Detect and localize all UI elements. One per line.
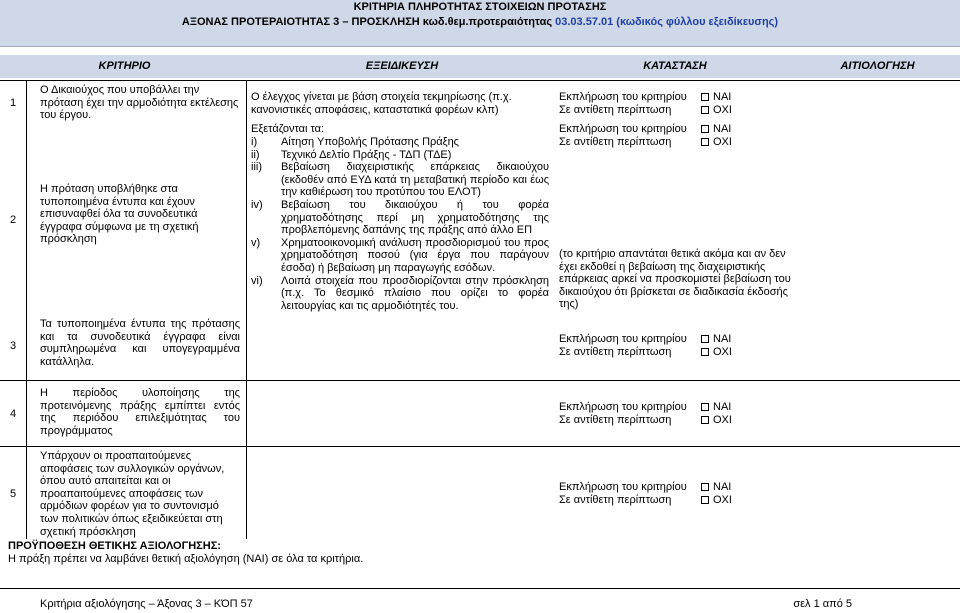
yes-value: ΝΑΙ [713, 333, 732, 345]
yes-value: ΝΑΙ [713, 481, 732, 493]
checkbox-yes[interactable] [701, 483, 709, 491]
divider [26, 380, 27, 446]
criterion-3-text: Τα τυποποιημένα έντυπα της πρότασης και τα συνοδευτικά έγγραφα είναι συμπληρωμένα και υπογεγραμμένα κατάλληλα. [40, 318, 240, 368]
subtitle-code: 03.03.57.01 (κωδικός φύλλου εξειδίκευσης) [555, 16, 779, 28]
column-header-specification: ΕΞΕΙΔΙΚΕΥΣΗ [249, 55, 555, 78]
criterion-5-status [559, 481, 732, 507]
document-list-item: vi) Λοιπά στοιχεία που προσδιορίζονται στην πρόσκληση (π.χ. Το θεσμικό πλαίσιο που ορίζει το φορέα λειτουργίας και τις αρμοδιότητές του. [251, 274, 549, 312]
criterion-4-text: Η περίοδος υλοποίησης της προτεινόμενης πράξης εμπίπτει εντός της περιόδου επιλεξιμότητας του προγράμματος [40, 387, 240, 437]
criterion-2-text: Η πρόταση υποβλήθηκε στα τυποποιημένα έντυπα και έχουν επισυναφθεί όλα τα συνοδευτικά έγγραφα σύμφωνα με τη σχετική πρόσκληση [40, 183, 199, 246]
checkbox-no[interactable] [701, 496, 709, 504]
yes-label: Εκπλήρωση του κριτηρίου [559, 401, 687, 413]
document-header [0, 0, 960, 47]
document-list-item: i) Αίτηση Υποβολής Πρότασης Πράξης [251, 136, 459, 148]
no-value: ΟΧΙ [713, 494, 732, 506]
yes-label: Εκπλήρωση του κριτηρίου [559, 481, 687, 493]
criterion-2-status [559, 123, 732, 149]
yes-label: Εκπλήρωση του κριτηρίου [559, 123, 687, 135]
checkbox-yes[interactable] [701, 125, 709, 133]
document-list-item: ii) Τεχνικό Δελτίο Πράξης - ΤΔΠ (ΤΔΕ) [251, 148, 452, 161]
document-list-item: iii) Βεβαίωση διαχειριστικής επάρκειας δικαιούχου (εκδοθέν από ΕΥΔ κατά τη μεταβατική περίοδο και έως την καθιέρωση του προτύπου του ΕΛΟΤ) [251, 161, 549, 199]
yes-value: ΝΑΙ [713, 401, 732, 413]
no-label: Σε αντίθετη περίπτωση [559, 494, 672, 506]
no-label: Σε αντίθετη περίπτωση [559, 136, 672, 148]
criterion-1-status [559, 91, 732, 117]
subtitle-prefix: ΑΞΟΝΑΣ ΠΡΟΤΕΡΑΙΟΤΗΤΑΣ 3 – ΠΡΟΣΚΛΗΣΗ κωδ.θεμ.προτεραιότητας [181, 16, 556, 28]
column-header-status: ΚΑΤΑΣΤΑΣΗ [555, 55, 795, 78]
no-value: ΟΧΙ [713, 414, 732, 426]
no-value: ΟΧΙ [713, 104, 732, 116]
footer-document-name: Κριτήρια αξιολόγησης – Άξονας 3 – ΚΌΠ 57 [40, 598, 253, 610]
document-list-item: v) Χρηματοοικονομική ανάλυση προσδιορισμού του προς χρηματοδότηση ποσού (για έργα που παράγουν έσοδα) ή βεβαίωση μη παραγωγής εσόδων. [251, 236, 549, 274]
column-header-criterion: ΚΡΙΤΗΡΙΟ [0, 55, 249, 78]
column-header-justification: ΑΙΤΙΟΛΟΓΗΣΗ [795, 55, 960, 78]
divider [26, 80, 27, 380]
criterion-2-document-list [251, 136, 549, 312]
yes-value: ΝΑΙ [713, 91, 732, 103]
precondition-title: ΠΡΟΫΠΟΘΕΣΗ ΘΕΤΙΚΗΣ ΑΞΙΟΛΟΓΗΣΗΣ: [8, 540, 221, 552]
checkbox-yes[interactable] [701, 335, 709, 343]
document-title: ΚΡΙΤΗΡΙΑ ΠΛΗΡΟΤΗΤΑΣ ΣΤΟΙΧΕΙΩΝ ΠΡΟΤΑΣΗΣ [353, 1, 607, 13]
row-number: 3 [9, 340, 17, 352]
divider [246, 380, 247, 446]
divider [246, 80, 247, 380]
footer-divider [0, 588, 960, 589]
criterion-2-intro: Εξετάζονται τα: [251, 123, 325, 135]
row-number: 4 [9, 408, 17, 420]
yes-label: Εκπλήρωση του κριτηρίου [559, 91, 687, 103]
divider [26, 446, 27, 539]
criterion-2-note: (το κριτήριο απαντάται θετικά ακόμα και αν δεν έχει εκδοθεί η βεβαίωση της διαχειριστικής επάρκειας αρκεί να προσκομιστεί βεβαίωση του δικαιούχου ότι βρίσκεται σε διαδικασία έκδοσής της) [559, 248, 791, 311]
document-list-item: iv) Βεβαίωση του δικαιούχου ή του φορέα χρηματοδότησης περί μη χρηματοδότησης της προβλεπόμενης δαπάνης της πράξης από άλλο ΕΠ [251, 198, 549, 237]
no-value: ΟΧΙ [713, 136, 732, 148]
criterion-1-text: Ο Δικαιούχος που υποβάλλει την πρόταση έχει την αρμοδιότητα εκτέλεσης του έργου. [40, 84, 239, 122]
checkbox-yes[interactable] [701, 93, 709, 101]
criterion-1-specification: Ο έλεγχος γίνεται με βάση στοιχεία τεκμηρίωσης (π.χ. κανονιστικές αποφάσεις, καταστατικά φορέων κλπ) [251, 91, 512, 116]
yes-label: Εκπλήρωση του κριτηρίου [559, 333, 687, 345]
no-label: Σε αντίθετη περίπτωση [559, 346, 672, 358]
document-subtitle [0, 16, 960, 28]
checkbox-no[interactable] [701, 348, 709, 356]
row-number: 5 [9, 488, 17, 500]
divider [246, 446, 247, 539]
criterion-4-status [559, 401, 732, 427]
checkbox-yes[interactable] [701, 403, 709, 411]
checkbox-no[interactable] [701, 106, 709, 114]
checkbox-no[interactable] [701, 416, 709, 424]
row-number: 1 [9, 97, 17, 109]
checkbox-no[interactable] [701, 138, 709, 146]
no-label: Σε αντίθετη περίπτωση [559, 414, 672, 426]
row-number: 2 [9, 214, 17, 226]
footer-page-number: σελ 1 από 5 [793, 598, 852, 610]
no-value: ΟΧΙ [713, 346, 732, 358]
criterion-5-text: Υπάρχουν οι προαπαιτούμενες αποφάσεις των συλλογικών οργάνων, όπου αυτό απαιτείται και οι προαπαιτούμενες αποφάσεις των αρμόδιων φορέων για το συντονισμό των πολιτικών όπως εξειδικεύεται στη σχετική πρόσκληση [40, 450, 225, 538]
yes-value: ΝΑΙ [713, 123, 732, 135]
criterion-3-status [559, 333, 732, 359]
no-label: Σε αντίθετη περίπτωση [559, 104, 672, 116]
precondition-text: Η πράξη πρέπει να λαμβάνει θετική αξιολόγηση (ΝΑΙ) σε όλα τα κριτήρια. [8, 553, 364, 565]
